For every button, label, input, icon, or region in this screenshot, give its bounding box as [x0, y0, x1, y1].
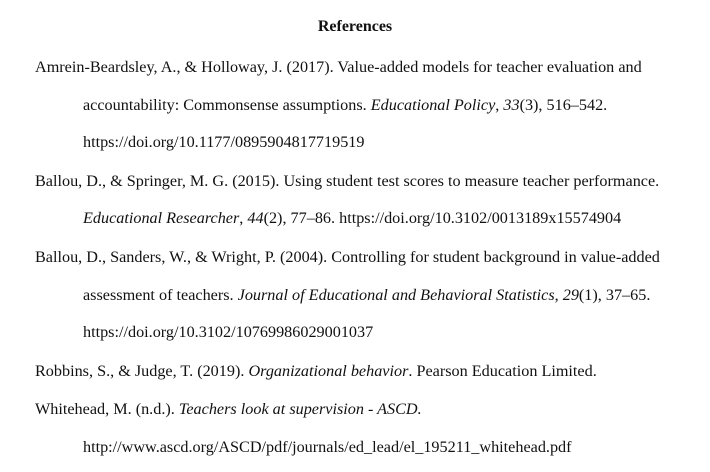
reference-whitehead-line-1	[35, 399, 422, 419]
journal-volume: 29	[562, 286, 579, 304]
reference-amrein-beardsley-line-3	[83, 132, 365, 152]
doi-link: https://doi.org/10.3102/10769986029001037	[83, 323, 374, 341]
reference-text: . Pearson Education Limited.	[408, 362, 597, 380]
reference-text: accountability: Commonsense assumptions.	[83, 96, 371, 114]
journal-title: Educational Policy	[370, 96, 496, 114]
reference-text: Ballou, D., Sanders, W., & Wright, P. (2004). Controlling for student background in value-added	[35, 248, 660, 266]
url-link: http://www.ascd.org/ASCD/pdf/journals/ed_lead/el_195211_whitehead.pdf	[83, 438, 572, 456]
reference-text: Amrein-Beardsley, A., & Holloway, J. (2017). Value-added models for teacher evaluation and	[35, 58, 642, 76]
reference-ballou-springer-line-2	[83, 208, 621, 228]
doi-link: https://doi.org/10.1177/0895904817719519	[83, 133, 365, 151]
reference-text: ,	[239, 209, 248, 227]
reference-text: Robbins, S., & Judge, T. (2019).	[35, 362, 249, 380]
reference-text: Whitehead, M. (n.d.).	[35, 400, 179, 418]
journal-title: Journal of Educational and Behavioral Statistics	[237, 286, 555, 304]
reference-amrein-beardsley-line-2	[83, 95, 607, 115]
reference-ballou-sanders-line-1	[35, 247, 660, 267]
reference-ballou-springer-line-1	[35, 171, 659, 191]
source-title: Teachers look at supervision - ASCD.	[178, 400, 422, 418]
journal-title: Educational Researcher	[83, 209, 240, 227]
page-title: References	[317, 18, 393, 35]
reference-text: (2), 77–86. https://doi.org/10.3102/0013189x15574904	[263, 209, 622, 227]
reference-ballou-sanders-line-3	[83, 322, 373, 342]
reference-text: ,	[554, 286, 563, 304]
journal-volume: 33	[503, 96, 520, 114]
reference-robbins-judge-line-1	[35, 361, 597, 381]
journal-volume: 44	[247, 209, 264, 227]
reference-amrein-beardsley-line-1	[35, 57, 642, 77]
reference-whitehead-line-2	[83, 437, 572, 457]
reference-text: (1), 37–65.	[578, 286, 651, 304]
reference-text: Ballou, D., & Springer, M. G. (2015). Using student test scores to measure teacher performance.	[35, 172, 660, 190]
reference-text: (3), 516–542.	[519, 96, 608, 114]
reference-ballou-sanders-line-2	[83, 285, 650, 305]
reference-text: ,	[495, 96, 504, 114]
reference-text: assessment of teachers.	[83, 286, 238, 304]
book-title: Organizational behavior	[248, 362, 409, 380]
